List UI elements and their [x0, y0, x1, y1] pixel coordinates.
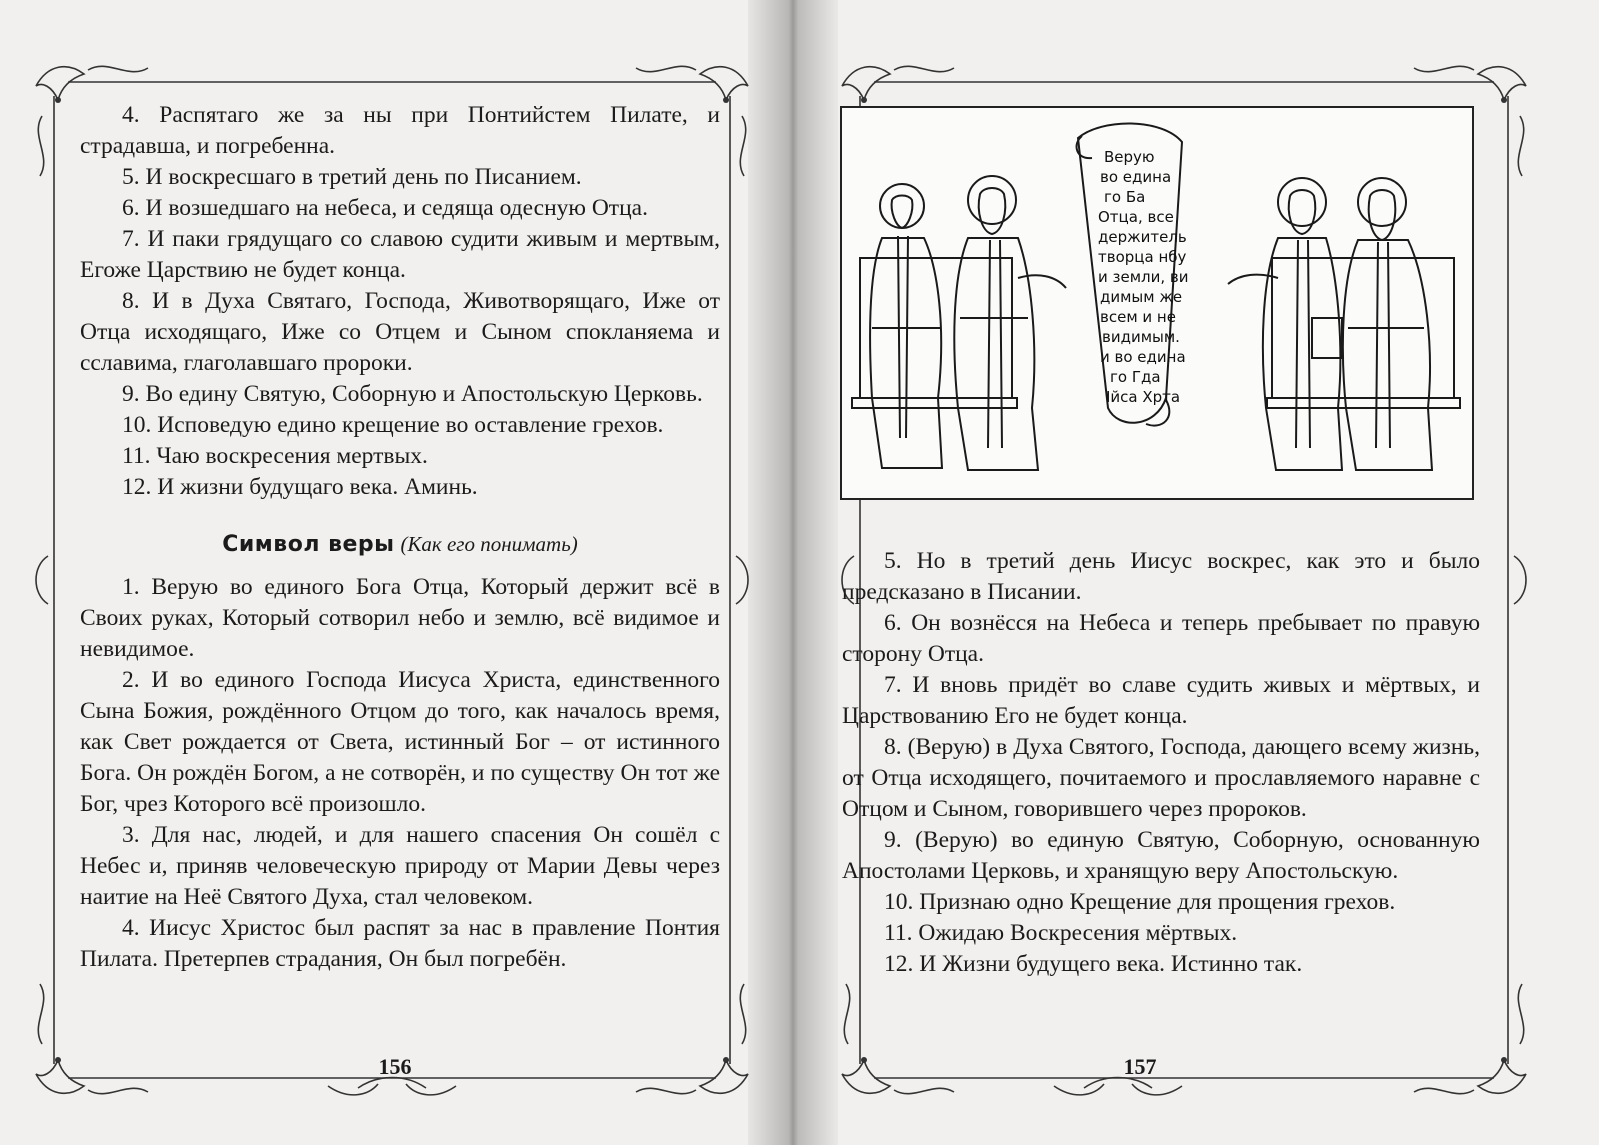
paragraph: 3. Для нас, людей, и для нашего спасения Он сошёл с Небес и, приняв человеческую природу от Марии Девы через наитие на Неё Святого Духа, стал человеком. [80, 822, 720, 910]
paragraph: 11. Чаю воскресения мертвых. [122, 443, 428, 469]
paragraph: 11. Ожидаю Воскресения мёртвых. [884, 920, 1238, 946]
text-block [842, 546, 1480, 980]
scroll-line: и во едина [1100, 348, 1186, 366]
scroll-line: димым же [1100, 288, 1183, 306]
icon-illustration [840, 106, 1474, 500]
scroll-line: го Гда [1110, 368, 1161, 386]
paragraph: 1. Верую во единого Бога Отца, Который держит всё в Своих руках, Который сотворил небо и землю, всё видимое и невидимое. [80, 574, 720, 662]
page-number: 156 [378, 1054, 412, 1079]
paragraph: 4. Распятаго же за ны при Понтийстем Пилате, и страдавша, и погребенна. [80, 102, 720, 159]
scroll-line: держитель [1098, 228, 1187, 246]
scroll-line: видимым. [1102, 328, 1180, 346]
text-block-top [80, 100, 720, 975]
paragraph: 4. Иисус Христос был распят за нас в правление Понтия Пилата. Претерпев страдания, Он был погребён. [80, 915, 720, 972]
right-page [820, 0, 1599, 1145]
paragraph: 10. Признаю одно Крещение для прощения грехов. [884, 889, 1396, 915]
paragraph: 5. И воскресшаго в третий день по Писанием. [122, 164, 582, 190]
paragraph: 9. (Верую) во единую Святую, Соборную, основанную Апостолами Церковь, и хранящую веру Апостольскую. [842, 827, 1480, 884]
paragraph: 7. И вновь придёт во славе судить живых и мёртвых, и Царствованию Его не будет конца. [842, 672, 1480, 729]
paragraph: 8. И в Духа Святаго, Господа, Животворящаго, Иже от Отца исходящаго, Иже со Отцем и Сыном спокланяема и сславима, глаголавшаго пророки. [80, 288, 720, 376]
paragraph: 10. Исповедую едино крещение во оставление грехов. [122, 412, 664, 438]
scroll-line: всем и не [1100, 308, 1176, 326]
paragraph: 12. И жизни будущаго века. Аминь. [122, 474, 478, 500]
paragraph: 8. (Верую) в Духа Святого, Господа, дающего всему жизнь, от Отца исходящего, почитаемого и прославляемого наравне с Отцом и Сыном, говорившего через пророков. [842, 734, 1480, 822]
scroll-inscription [1098, 148, 1189, 406]
paragraph: 2. И во единого Господа Иисуса Христа, единственного Сына Божия, рождённого Отцом до того, как началось время, как Свет рождается от Света, истинный Бог – от истинного Бога. Он рождён Богом, а не сотворён, и по существу Он тот же Бог, чрез Которого всё произошло. [80, 667, 720, 817]
scroll-line: и земли, ви [1098, 268, 1189, 286]
scroll-line: во едина [1100, 168, 1172, 186]
scroll-line: Верую [1104, 148, 1155, 166]
section-title: Символ веры [222, 532, 395, 557]
paragraph: 5. Но в третий день Иисус воскрес, как это и было предсказано в Писании. [842, 548, 1480, 605]
paragraph: 12. И Жизни будущего века. Истинно так. [884, 951, 1303, 977]
paragraph: 6. Он вознёсся на Небеса и теперь пребывает по правую сторону Отца. [842, 610, 1480, 667]
fathers-with-scroll-icon [842, 108, 1472, 498]
scroll-line: го Ба [1104, 188, 1146, 206]
section-subtitle: (Как его понимать) [400, 532, 578, 556]
scroll-line: Ійса Хрта [1106, 388, 1181, 406]
section-heading [80, 529, 720, 560]
paragraph: 7. И паки грядущаго со славою судити живым и мертвым, Егоже Царствию не будет конца. [80, 226, 720, 283]
left-page [0, 0, 760, 1145]
paragraph: 6. И возшедшаго на небеса, и седяща одесную Отца. [122, 195, 648, 221]
scroll-line: Отца, все [1098, 208, 1174, 226]
page-number: 157 [1123, 1054, 1157, 1079]
paragraph: 9. Во едину Святую, Соборную и Апостольскую Церковь. [122, 381, 703, 407]
scroll-line: творца нбу [1098, 248, 1187, 266]
